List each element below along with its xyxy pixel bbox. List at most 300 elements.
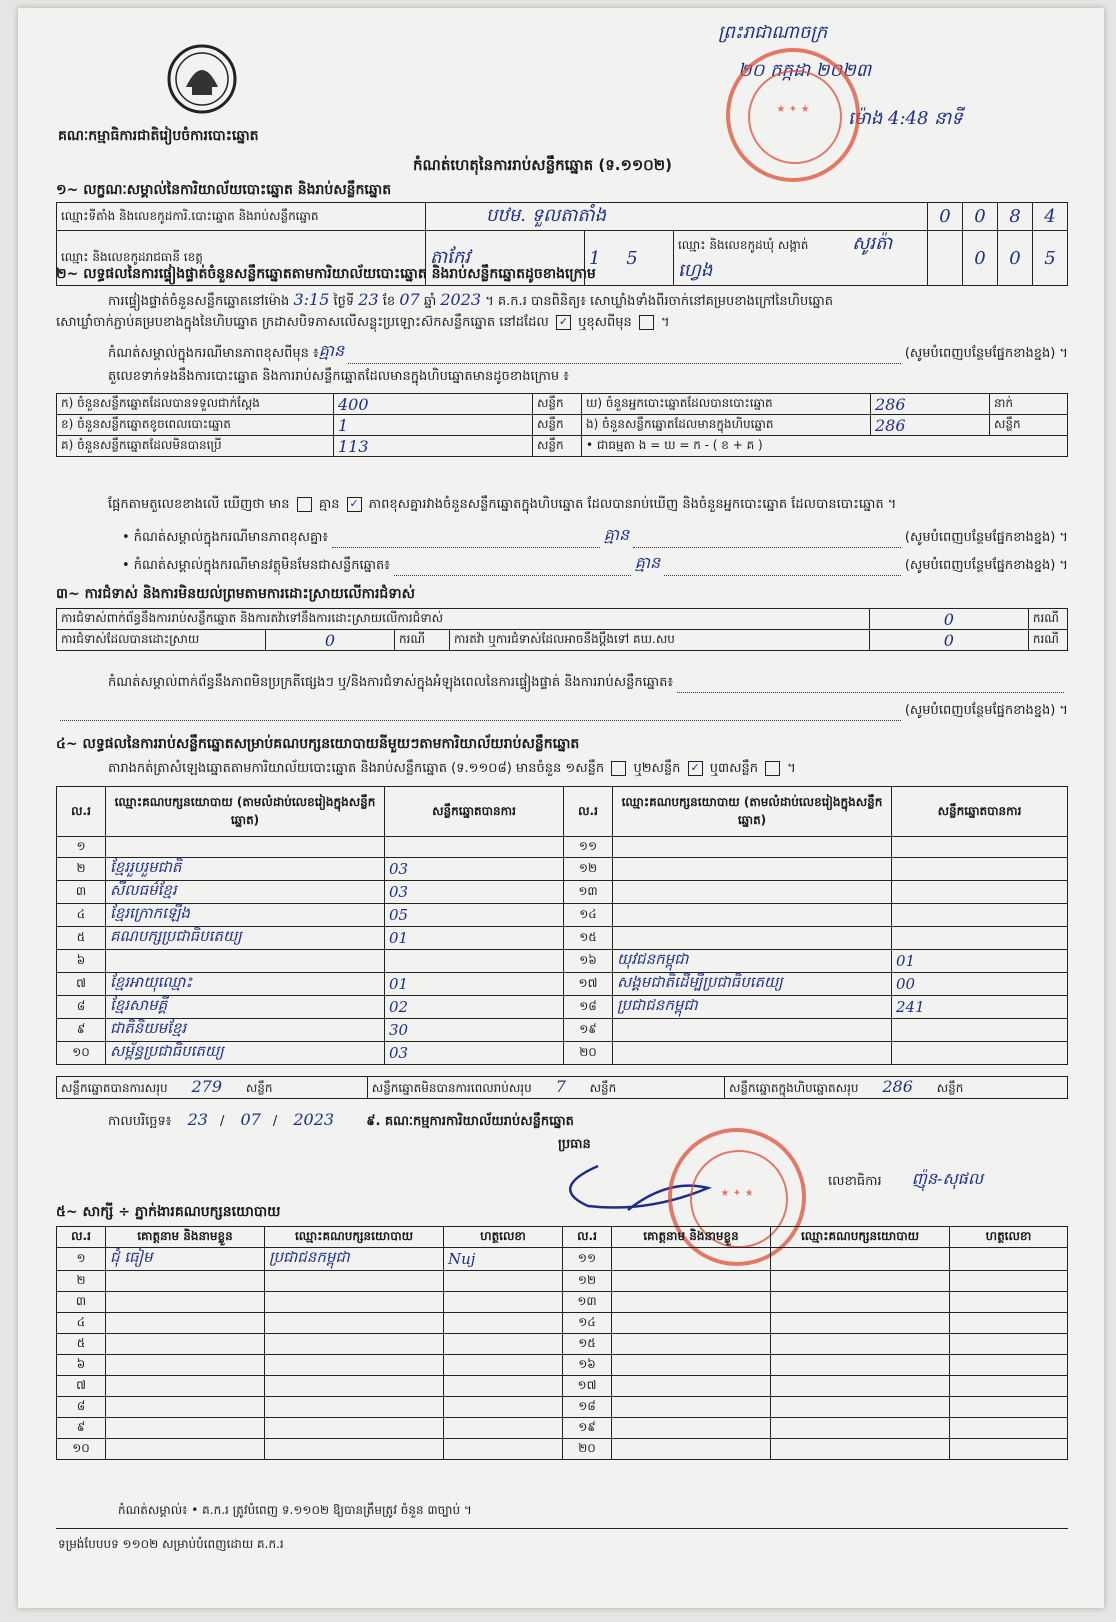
result-row <box>57 881 1068 904</box>
witness-party <box>265 1418 444 1439</box>
count-label: ឃ) ចំនួនអ្នកបោះឆ្នោតដែលបានបោះឆ្នោត <box>582 394 871 415</box>
witness-party <box>771 1334 950 1355</box>
station-code-digit: 4 <box>1033 203 1068 231</box>
party-votes: 00 <box>892 973 1068 996</box>
witness-party <box>265 1376 444 1397</box>
result-row <box>57 927 1068 950</box>
witness-name <box>612 1376 771 1397</box>
diff-note-label: កំណត់សម្គាល់ក្នុងករណីមានភាពខុសពីមុន ៖ <box>108 346 319 361</box>
witness-signature <box>950 1376 1068 1397</box>
same-checkbox[interactable]: ✓ <box>556 315 571 330</box>
witness-name <box>612 1418 771 1439</box>
row-number: ១២ <box>563 1271 612 1292</box>
result-row <box>57 904 1068 927</box>
footer-note: កំណត់សម្គាល់៖ • គ.ក.រ ត្រូវបំពេញ ទ.១១០២ ឱ្យបានត្រឹមត្រូវ ចំនួន ៣ច្បាប់ ។ <box>118 1503 472 1517</box>
total-box-unit: សន្លឹក <box>936 1081 964 1095</box>
row-number: ១៥ <box>564 927 613 950</box>
two-sheet-checkbox[interactable]: ✓ <box>688 761 703 776</box>
party-votes <box>892 858 1068 881</box>
three-sheet-label: ឬ៣សន្លឹក <box>709 761 758 776</box>
witness-name <box>106 1439 265 1460</box>
col-header-party: ឈ្មោះគណបក្សនយោបាយ (តាមលំដាប់លេខរៀងក្នុងសន្លឹកឆ្នោត) <box>613 787 892 837</box>
col-header-party: ឈ្មោះគណបក្សនយោបាយ <box>265 1227 444 1248</box>
col-header-votes: សន្លឹកឆ្នោតបានការ <box>385 787 564 837</box>
witness-signature <box>950 1355 1068 1376</box>
witness-signature <box>950 1313 1068 1334</box>
form-title: កំណត់ហេតុនៃការរាប់សន្លឹកឆ្នោត (ទ.១១០២) <box>413 156 673 174</box>
row-number: ៨ <box>57 1397 106 1418</box>
count-day: 23 <box>358 290 379 309</box>
secretary-label: លេខាធិការ <box>828 1174 882 1189</box>
appeal-label: ការតវ៉ា ឬការជំទាស់ដែលអាចនឹងប្តឹងទៅ គឃ.សប <box>450 630 870 651</box>
commune-code-digit: 5 <box>1033 231 1068 286</box>
witness-party <box>771 1418 950 1439</box>
row-number: ៩ <box>57 1019 106 1042</box>
row-number: ១៣ <box>564 881 613 904</box>
witness-row <box>57 1439 1068 1460</box>
row-number: ១ <box>57 837 106 858</box>
count-row <box>57 436 1068 457</box>
para1-text-b: ថ្ងៃទី <box>333 294 355 309</box>
count-row <box>57 394 1068 415</box>
party-votes <box>385 837 564 858</box>
fill-hint: (សូមបំពេញបន្ថែមផ្នែកខាងខ្នង) ។ <box>904 346 1068 361</box>
three-sheet-checkbox[interactable] <box>765 761 780 776</box>
official-stamp-top: ★ ✦ ★ <box>726 48 860 182</box>
witness-party <box>265 1292 444 1313</box>
party-votes: 03 <box>385 881 564 904</box>
row-number: ១៣ <box>563 1292 612 1313</box>
witness-name <box>612 1334 771 1355</box>
two-sheet-label: ឬ២សន្លឹក <box>633 761 681 776</box>
section2-para1 <box>108 290 1068 312</box>
row-number: ៤ <box>57 904 106 927</box>
official-stamp-bottom: ★ ✦ ★ <box>668 1128 806 1266</box>
count-label: ខ) ចំនួនសន្លឹកឆ្នោតខូចពេលបោះឆ្នោត <box>57 415 334 436</box>
col-header-party: ឈ្មោះគណបក្សនយោបាយ (តាមលំដាប់លេខរៀងក្នុងសន្លឹកឆ្នោត) <box>106 787 385 837</box>
bullet2-value: គ្មាន <box>634 553 661 572</box>
witness-name <box>106 1376 265 1397</box>
total-invalid-label: សន្លឹកឆ្នោតមិនបានការពេលរាប់សរុប <box>371 1081 532 1095</box>
result-row <box>57 837 1068 858</box>
party-votes: 30 <box>385 1019 564 1042</box>
station-name: បឋម. ទួលតាតាំង <box>426 203 928 231</box>
signing-date-year: 2023 <box>293 1110 335 1129</box>
corner-note-date: ២០ កក្កដា ២០២៣ <box>738 60 872 81</box>
witness-signature <box>950 1418 1068 1439</box>
party-name: ខ្មែរសាមគ្គី <box>106 996 385 1019</box>
station-code-digit: 0 <box>963 203 998 231</box>
total-box-value: 286 <box>882 1077 913 1096</box>
count-unit: សន្លឹក <box>533 415 582 436</box>
row-number: ៦ <box>57 950 106 973</box>
party-votes: 01 <box>892 950 1068 973</box>
section5-title: ៥~ សាក្សី ÷ ភ្នាក់ងារគណបក្សនយោបាយ <box>56 1204 281 1220</box>
row-number: ១៤ <box>564 904 613 927</box>
party-name: សង្គមជាតិដើម្បីប្រជាធិបតេយ្យ <box>613 973 892 996</box>
row-number: ២០ <box>563 1439 612 1460</box>
resolved-unit: ករណី <box>395 630 450 651</box>
corner-note-line1: ព្រះរាជាណាចក្រ <box>718 22 828 43</box>
row-number: ១៤ <box>563 1313 612 1334</box>
witness-signature <box>444 1271 563 1292</box>
witness-signature <box>950 1439 1068 1460</box>
org-name: គណៈកម្មាធិការជាតិរៀបចំការបោះឆ្នោត <box>58 128 259 144</box>
party-votes <box>892 1019 1068 1042</box>
count-value: 286 <box>871 415 990 436</box>
commune-code-digit: 0 <box>998 231 1033 286</box>
section2-para2: សោឃ្លាំចាក់ភ្ជាប់គម្របខាងក្នុងនៃហិបឆ្នោត ក្រដាសបិទភាសលើសន្លុះប្រឡោះស៊កសន្លឹកឆ្នោត នៅដដែល ✓ ឬខុសពីមុន ។ <box>56 315 670 330</box>
row-number: ១៨ <box>564 996 613 1019</box>
row-number: ៨ <box>57 996 106 1019</box>
resolved-label: ការជំទាស់ដែលបានដោះស្រាយ <box>57 630 266 651</box>
party-name <box>613 904 892 927</box>
secretary-signature: ញ៉ុន-សុផល <box>911 1169 984 1188</box>
witness-party <box>265 1397 444 1418</box>
party-votes: 05 <box>385 904 564 927</box>
witness-row <box>57 1397 1068 1418</box>
witness-party <box>771 1376 950 1397</box>
province-label: ឈ្មោះ និងលេខកូដរាជធានី ខេត្ត <box>57 231 426 286</box>
party-name: ប្រជាជនកម្ពុជា <box>613 996 892 1019</box>
witness-name <box>106 1355 265 1376</box>
witness-name <box>612 1397 771 1418</box>
party-name <box>106 837 385 858</box>
party-name: ខ្មែររួបរួមជាតិ <box>106 858 385 881</box>
witness-party <box>771 1271 950 1292</box>
count-label: ង) ចំនួនសន្លឹកឆ្នោតដែលមានក្នុងហិបឆ្នោត <box>582 415 871 436</box>
party-name <box>613 858 892 881</box>
signing-date-day: 23 <box>187 1110 208 1129</box>
row-number: ៧ <box>57 973 106 996</box>
result-row <box>57 1019 1068 1042</box>
party-votes <box>892 904 1068 927</box>
total-valid-unit: សន្លឹក <box>245 1081 273 1095</box>
party-name: ខ្មែរក្រោកឡើង <box>106 904 385 927</box>
para2-or: ឬខុសពីមុន <box>578 315 632 330</box>
station-label: ឈ្មោះទីតាំង និងលេខកូដការិ.បោះឆ្នោត និងរាប់សន្លឹកឆ្នោត <box>57 203 426 231</box>
witness-signature <box>950 1334 1068 1355</box>
one-sheet-checkbox[interactable] <box>611 761 626 776</box>
row-number: ១២ <box>564 858 613 881</box>
party-name <box>106 950 385 973</box>
witness-party <box>265 1313 444 1334</box>
col-header-no: ល.រ <box>564 787 613 837</box>
witness-party <box>265 1355 444 1376</box>
witness-party <box>771 1397 950 1418</box>
has-diff-checkbox[interactable] <box>297 497 312 512</box>
witness-signature <box>444 1376 563 1397</box>
witness-row <box>57 1418 1068 1439</box>
objection-label: ការជំទាស់ពាក់ព័ន្ធនឹងការរាប់សន្លឹកឆ្នោត និងការតវ៉ាទៅនឹងការដោះស្រាយលើការជំទាស់ <box>57 609 870 630</box>
col-header-name: គោត្តនាម និងនាមខ្លួន <box>106 1227 265 1248</box>
row-number: ២ <box>57 1271 106 1292</box>
total-invalid-unit: សន្លឹក <box>589 1081 617 1095</box>
party-name: ជាតិនិយមខ្មែរ <box>106 1019 385 1042</box>
witness-name <box>612 1439 771 1460</box>
secretary-row <box>828 1168 983 1192</box>
party-name <box>613 837 892 858</box>
count-month: 07 <box>399 290 420 309</box>
witness-party <box>771 1292 950 1313</box>
count-time: 3:15 <box>293 290 330 309</box>
witness-name <box>106 1271 265 1292</box>
row-number: ១៦ <box>563 1355 612 1376</box>
objection-value: 0 <box>869 609 1028 630</box>
witness-row <box>57 1248 1068 1271</box>
total-valid-label: សន្លឹកឆ្នោតបានការសរុប <box>61 1081 168 1095</box>
result-row <box>57 858 1068 881</box>
count-unit: សន្លឹក <box>533 436 582 457</box>
witness-signature <box>444 1439 563 1460</box>
signing-date-label: កាលបរិច្ឆេទ៖ <box>108 1114 172 1129</box>
section2-para3: តួលេខទាក់ទងនឹងការបោះឆ្នោត និងការរាប់សន្លឹកឆ្នោតដែលមានក្នុងហិបឆ្នោតមានដូចខាងក្រោម ៖ <box>108 369 569 384</box>
count-value: 113 <box>334 436 533 457</box>
party-votes: 03 <box>385 1042 564 1065</box>
appeal-value: 0 <box>869 630 1028 651</box>
bullet1-value: គ្មាន <box>603 525 630 544</box>
objection-unit: ករណី <box>1028 609 1067 630</box>
party-name: សម្ព័ន្ធប្រជាធិបតេយ្យ <box>106 1042 385 1065</box>
diff-note-row <box>108 340 1068 364</box>
witness-party <box>771 1248 950 1271</box>
col-header-no: ល.រ <box>563 1227 612 1248</box>
row-number: ១១ <box>564 837 613 858</box>
row-number: ៩ <box>57 1418 106 1439</box>
section4-intro-text: តារាងកត់ត្រាសំឡេងឆ្នោតតាមការិយាល័យបោះឆ្នោត និងរាប់សន្លឹកឆ្នោត (ទ.១១០៨) មានចំនួន ១សន្លឹក <box>108 761 605 776</box>
fill-hint: (សូមបំពេញបន្ថែមផ្នែកខាងខ្នង) ។ <box>904 703 1068 718</box>
col-header-votes: សន្លឹកឆ្នោតបានការ <box>892 787 1068 837</box>
party-votes: 03 <box>385 858 564 881</box>
diff-check-text-end: ភាពខុសគ្នារវាងចំនួនសន្លឹកឆ្នោតក្នុងហិបឆ្នោត ដែលបានរាប់ឃើញ និងចំនួនអ្នកបោះឆ្នោត ដែលបានបោះឆ្នោត ។ <box>368 497 897 512</box>
formula-note: • ជាធម្មតា ង = ឃ = ក - ( ខ + គ ) <box>582 436 1068 457</box>
count-unit: សន្លឹក <box>533 394 582 415</box>
col-header-party: ឈ្មោះគណបក្សនយោបាយ <box>771 1227 950 1248</box>
total-box-label: សន្លឹកឆ្នោតក្នុងហិបឆ្នោតសរុប <box>729 1081 859 1095</box>
section2-title: ២~ លទ្ធផលនៃការផ្ទៀងផ្ទាត់ចំនួនសន្លឹកឆ្នោតតាមការិយាល័យបោះឆ្នោត និងរាប់សន្លឹកឆ្នោតដូចខាងក្រោម <box>56 266 596 282</box>
party-votes: 241 <box>892 996 1068 1019</box>
row-number: ៣ <box>57 881 106 904</box>
witness-name <box>106 1418 265 1439</box>
party-votes <box>385 950 564 973</box>
result-row <box>57 1042 1068 1065</box>
count-value: 286 <box>871 394 990 415</box>
signing-date-month: 07 <box>240 1110 261 1129</box>
col-header-no: ល.រ <box>57 1227 106 1248</box>
witness-name <box>106 1397 265 1418</box>
row-number: ១៨ <box>563 1397 612 1418</box>
witness-signature <box>950 1248 1068 1271</box>
party-votes: 02 <box>385 996 564 1019</box>
row-number: ២០ <box>564 1042 613 1065</box>
different-checkbox[interactable] <box>639 315 654 330</box>
commune-code-digit: 0 <box>963 231 998 286</box>
form-note: ទម្រង់បែបបទ ១១០២ សម្រាប់បំពេញដោយ គ.ក.រ <box>58 1537 284 1551</box>
para1-text-c: ខែ <box>382 294 396 309</box>
row-number: ៦ <box>57 1355 106 1376</box>
party-name: គណបក្សប្រជាធិបតេយ្យ <box>106 927 385 950</box>
witness-signature <box>950 1271 1068 1292</box>
witness-name <box>612 1292 771 1313</box>
nec-emblem <box>166 43 238 115</box>
witness-name <box>106 1313 265 1334</box>
appeal-unit: ករណី <box>1028 630 1067 651</box>
row-number: ១១ <box>563 1248 612 1271</box>
witness-name <box>612 1313 771 1334</box>
corner-note-time: ម៉ោង 4:48 នាទី <box>848 108 963 129</box>
party-votes <box>892 927 1068 950</box>
witness-signature <box>444 1418 563 1439</box>
row-number: ៥ <box>57 1334 106 1355</box>
result-row <box>57 973 1068 996</box>
witness-signature <box>444 1334 563 1355</box>
witness-party <box>265 1271 444 1292</box>
party-name: យុវជនកម្ពុជា <box>613 950 892 973</box>
witness-name <box>612 1271 771 1292</box>
count-value: 1 <box>334 415 533 436</box>
section3-title: ៣~ ការជំទាស់ និងការមិនយល់ព្រមតាមការដោះស្រាយលើការជំទាស់ <box>56 586 415 602</box>
witness-name <box>612 1248 771 1271</box>
objection-table <box>56 608 1068 651</box>
totals-table <box>56 1076 1068 1099</box>
irregularity-note-label: កំណត់សម្គាល់ពាក់ព័ន្ធនឹងភាពមិនប្រក្រតីផ្សេងៗ ឬ/និងការជំទាស់ក្នុងអំឡុងពេលនៃការផ្ទៀងផ្ទាត់ និងការរាប់សន្លឹកឆ្នោត៖ <box>108 675 674 690</box>
bullet2-label: • កំណត់សម្គាល់ក្នុងករណីមានវត្ថុមិនមែនជាសន្លឹកឆ្នោត៖ <box>122 558 390 573</box>
signing-date-row: កាលបរិច្ឆេទ៖ 23 / 07 / 2023 ៩. គណៈកម្មការការិយាល័យរាប់សន្លឹកឆ្នោត <box>108 1110 574 1129</box>
witness-row <box>57 1334 1068 1355</box>
col-header-sign: ហត្ថលេខា <box>444 1227 563 1248</box>
row-number: ៤ <box>57 1313 106 1334</box>
row-number: ១០ <box>57 1439 106 1460</box>
witness-name <box>106 1334 265 1355</box>
fill-hint: (សូមបំពេញបន្ថែមផ្នែកខាងខ្នង) ។ <box>904 530 1069 545</box>
irregularity-note-row <box>108 674 1068 693</box>
witness-signature <box>444 1397 563 1418</box>
province-name: តាកែវ <box>426 231 585 286</box>
witness-row <box>57 1271 1068 1292</box>
station-code-digit: 0 <box>928 203 963 231</box>
witness-row <box>57 1292 1068 1313</box>
province-code-digit: 1 <box>589 247 601 269</box>
witness-row <box>57 1355 1068 1376</box>
no-diff-checkbox[interactable]: ✓ <box>347 497 362 512</box>
party-votes: 01 <box>385 973 564 996</box>
party-name <box>613 1042 892 1065</box>
bullet2-row <box>122 552 1068 576</box>
party-name <box>613 927 892 950</box>
irregularity-note-row2 <box>56 702 1068 721</box>
party-votes <box>892 837 1068 858</box>
row-number: ១៩ <box>564 1019 613 1042</box>
col-header-sign: ហត្ថលេខា <box>950 1227 1068 1248</box>
results-table <box>56 786 1068 1065</box>
row-number: ១៧ <box>563 1376 612 1397</box>
party-votes: 01 <box>385 927 564 950</box>
witness-table <box>56 1226 1068 1460</box>
row-number: ៣ <box>57 1292 106 1313</box>
witness-row <box>57 1376 1068 1397</box>
row-number: ១៧ <box>564 973 613 996</box>
row-number: ១៥ <box>563 1334 612 1355</box>
ballot-count-table <box>56 393 1068 457</box>
row-number: ៧ <box>57 1376 106 1397</box>
party-name <box>613 1019 892 1042</box>
witness-signature <box>950 1292 1068 1313</box>
witness-signature: Nuj <box>444 1248 563 1271</box>
count-unit: សន្លឹក <box>990 415 1068 436</box>
para1-text-d: ឆ្នាំ <box>423 294 437 309</box>
bullet1-row <box>122 524 1068 548</box>
witness-name <box>106 1292 265 1313</box>
witness-name <box>612 1355 771 1376</box>
count-row <box>57 415 1068 436</box>
footer-divider <box>56 1528 1068 1529</box>
resolved-value: 0 <box>266 630 395 651</box>
para2-text: សោឃ្លាំចាក់ភ្ជាប់គម្របខាងក្នុងនៃហិបឆ្នោត ក្រដាសបិទភាសលើសន្លុះប្រឡោះស៊កសន្លឹកឆ្នោត នៅដដែល <box>56 315 549 330</box>
result-row <box>57 996 1068 1019</box>
section4-intro: តារាងកត់ត្រាសំឡេងឆ្នោតតាមការិយាល័យបោះឆ្នោត និងរាប់សន្លឹកឆ្នោត (ទ.១១០៨) មានចំនួន ១សន្លឹក ឬ២សន្លឹក ✓ ឬ៣សន្លឹក ។ <box>108 761 796 776</box>
party-name <box>613 881 892 904</box>
total-valid-value: 279 <box>191 1077 223 1096</box>
witness-party <box>265 1334 444 1355</box>
col-header-no: ល.រ <box>57 787 106 837</box>
row-number: ១៩ <box>563 1418 612 1439</box>
committee-label: ៩. គណៈកម្មការការិយាល័យរាប់សន្លឹកឆ្នោត <box>366 1114 574 1129</box>
row-number: ១០ <box>57 1042 106 1065</box>
count-label: គ) ចំនួនសន្លឹកឆ្នោតដែលមិនបានប្រើ <box>57 436 334 457</box>
station-code-digit: 8 <box>998 203 1033 231</box>
commune-label: ឈ្មោះ និងលេខកូដឃុំ សង្កាត់ <box>678 238 809 252</box>
witness-party <box>771 1313 950 1334</box>
diff-check-text: ផ្អែកតាមតួលេខខាងលើ ឃើញថា មាន <box>108 497 290 512</box>
witness-party <box>771 1355 950 1376</box>
bullet1-label: • កំណត់សម្គាល់ក្នុងករណីមានភាពខុសគ្នា៖ <box>122 530 329 545</box>
witness-party: ប្រជាជនកម្ពុជា <box>265 1248 444 1271</box>
diff-check-row <box>108 496 896 515</box>
section4-title: ៤~ លទ្ធផលនៃការរាប់សន្លឹកឆ្នោតសម្រាប់គណបក្សនយោបាយនីមួយៗតាមការិយាល័យរាប់សន្លឹកឆ្នោត <box>56 736 580 752</box>
witness-party <box>771 1439 950 1460</box>
diff-note-value: គ្មាន <box>318 341 345 360</box>
party-name: សីលធម៌ខ្មែរ <box>106 881 385 904</box>
total-invalid-value: 7 <box>555 1077 566 1096</box>
witness-signature <box>444 1313 563 1334</box>
row-number: ២ <box>57 858 106 881</box>
form-sheet <box>18 8 1104 1608</box>
no-diff-label: គ្មាន <box>318 497 340 512</box>
row-number: ១៦ <box>564 950 613 973</box>
province-code-digit: 5 <box>626 247 638 269</box>
count-value: 400 <box>334 394 533 415</box>
col-header-name: គោត្តនាម និងនាមខ្លួន <box>612 1227 771 1248</box>
fill-hint: (សូមបំពេញបន្ថែមផ្នែកខាងខ្នង) ។ <box>904 558 1068 573</box>
party-votes <box>892 881 1068 904</box>
count-year: 2023 <box>440 290 482 309</box>
count-unit: នាក់ <box>990 394 1068 415</box>
witness-signature <box>444 1292 563 1313</box>
para1-text-a: ការផ្ទៀងផ្ទាត់ចំនួនសន្លឹកឆ្នោតនៅម៉ោង <box>108 294 290 309</box>
result-row <box>57 950 1068 973</box>
party-name: ខ្មែរអាយុឈ្មោះ <box>106 973 385 996</box>
witness-signature <box>444 1355 563 1376</box>
party-votes <box>892 1042 1068 1065</box>
para1-text-e: ។ គ.ក.រ បានពិនិត្យ៖ សោឃ្លាំងទាំងពីរចាក់នៅគម្របខាងក្រៅនៃហិបឆ្នោត <box>485 294 833 309</box>
witness-party <box>265 1439 444 1460</box>
witness-row <box>57 1313 1068 1334</box>
witness-signature <box>950 1397 1068 1418</box>
count-label: ក) ចំនួនសន្លឹកឆ្នោតដែលបានទទួលជាក់ស្តែង <box>57 394 334 415</box>
chair-label: ប្រធាន <box>558 1137 591 1152</box>
commune-name: សូរត៉ាហ្វេង <box>678 233 893 281</box>
section1-title: ១~ លក្ខណៈសម្គាល់នៃការិយាល័យបោះឆ្នោត និងរាប់សន្លឹកឆ្នោត <box>56 182 392 198</box>
